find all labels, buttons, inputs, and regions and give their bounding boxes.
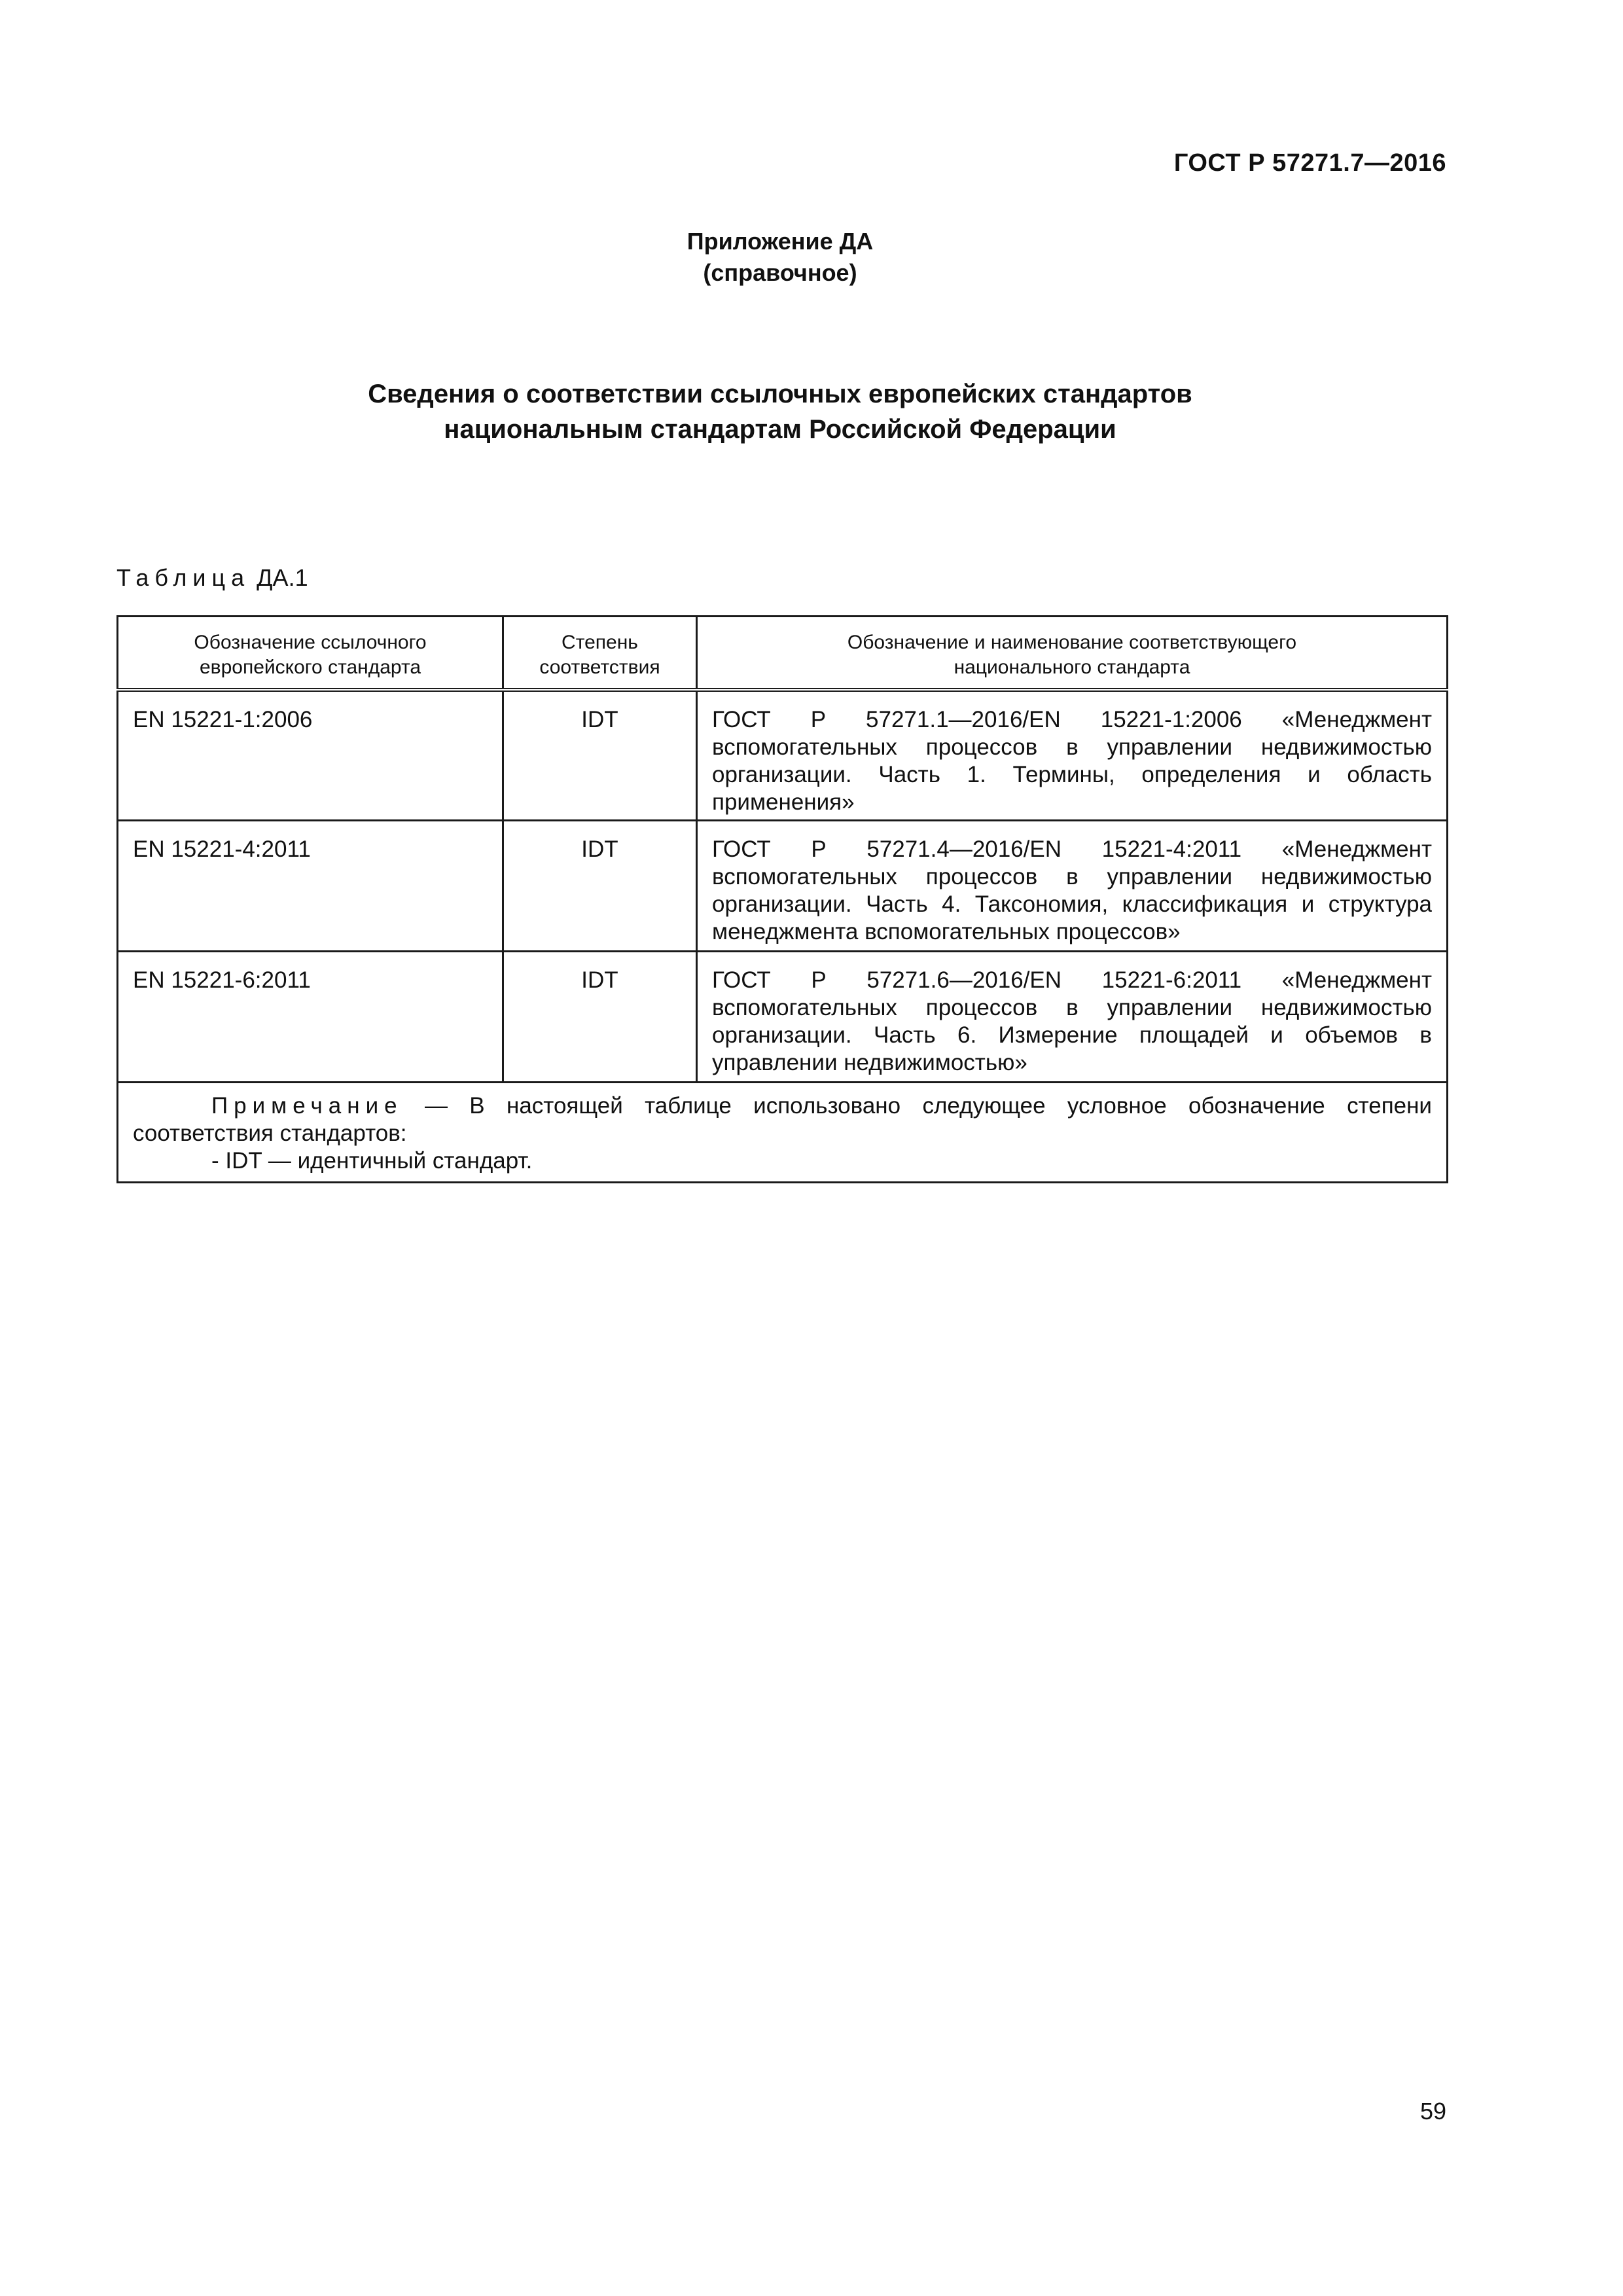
header-national-standard [697,617,1448,690]
appendix-subtitle: (справочное) [703,259,857,286]
header-national-standard-line-1: Обозначение и наименование соответствующего [847,632,1297,653]
document-code: ГОСТ Р 57271.7—2016 [1173,149,1446,177]
cell-degree: IDT [503,690,697,821]
table-caption-label: Таблица [116,564,251,591]
appendix-heading [0,226,1560,289]
header-national-standard-line-2: национального стандарта [954,656,1190,678]
header-degree-line-1: Степень [562,632,638,653]
cell-degree: IDT [503,952,697,1083]
header-european-standard-line-1: Обозначение ссылочного [194,632,427,653]
header-degree-line-2: соответствия [539,656,660,678]
page-number: 59 [1419,2098,1446,2125]
table-header-row [118,617,1448,690]
table-note-row [118,1083,1448,1183]
header-european-standard-line-2: европейского стандарта [199,656,421,678]
section-title-line-2: национальным стандартам Российской Федерации [444,415,1116,444]
note-text: — В настоящей таблице использовано следующее условное обозначение степени соответствия стандартов: [133,1093,1432,1146]
cell-european-standard: EN 15221-6:2011 [118,952,503,1083]
table-caption-number: ДА.1 [257,564,308,591]
cell-european-standard: EN 15221-1:2006 [118,690,503,821]
cell-national-standard: ГОСТ Р 57271.1—2016/EN 15221-1:2006 «Менеджмент вспомогательных процессов в управлении недвижимостью организации. Часть 1. Термины, определения и область применения» [697,690,1448,821]
note-item: - IDT — идентичный стандарт. [211,1148,533,1174]
note-label: Примечание [211,1093,403,1119]
cell-national-standard: ГОСТ Р 57271.4—2016/EN 15221-4:2011 «Менеджмент вспомогательных процессов в управлении недвижимостью организации. Часть 4. Таксономия, классификация и структура менеджмента вспомогательных процессов» [697,821,1448,952]
table-note-text [133,1092,1432,1147]
table-note [118,1083,1448,1183]
table-row [118,821,1448,952]
table-row [118,690,1448,821]
header-european-standard [118,617,503,690]
appendix-title: Приложение ДА [687,228,874,255]
cell-european-standard: EN 15221-4:2011 [118,821,503,952]
section-title [0,376,1560,447]
standards-correspondence-table [116,615,1448,1183]
table-note-item [133,1147,1432,1175]
cell-degree: IDT [503,821,697,952]
cell-national-standard: ГОСТ Р 57271.6—2016/EN 15221-6:2011 «Менеджмент вспомогательных процессов в управлении недвижимостью организации. Часть 6. Измерение площадей и объемов в управлении недвижимостью» [697,952,1448,1083]
section-title-line-1: Сведения о соответствии ссылочных европейских стандартов [368,380,1192,408]
table-caption [116,564,308,592]
table-row [118,952,1448,1083]
header-degree [503,617,697,690]
